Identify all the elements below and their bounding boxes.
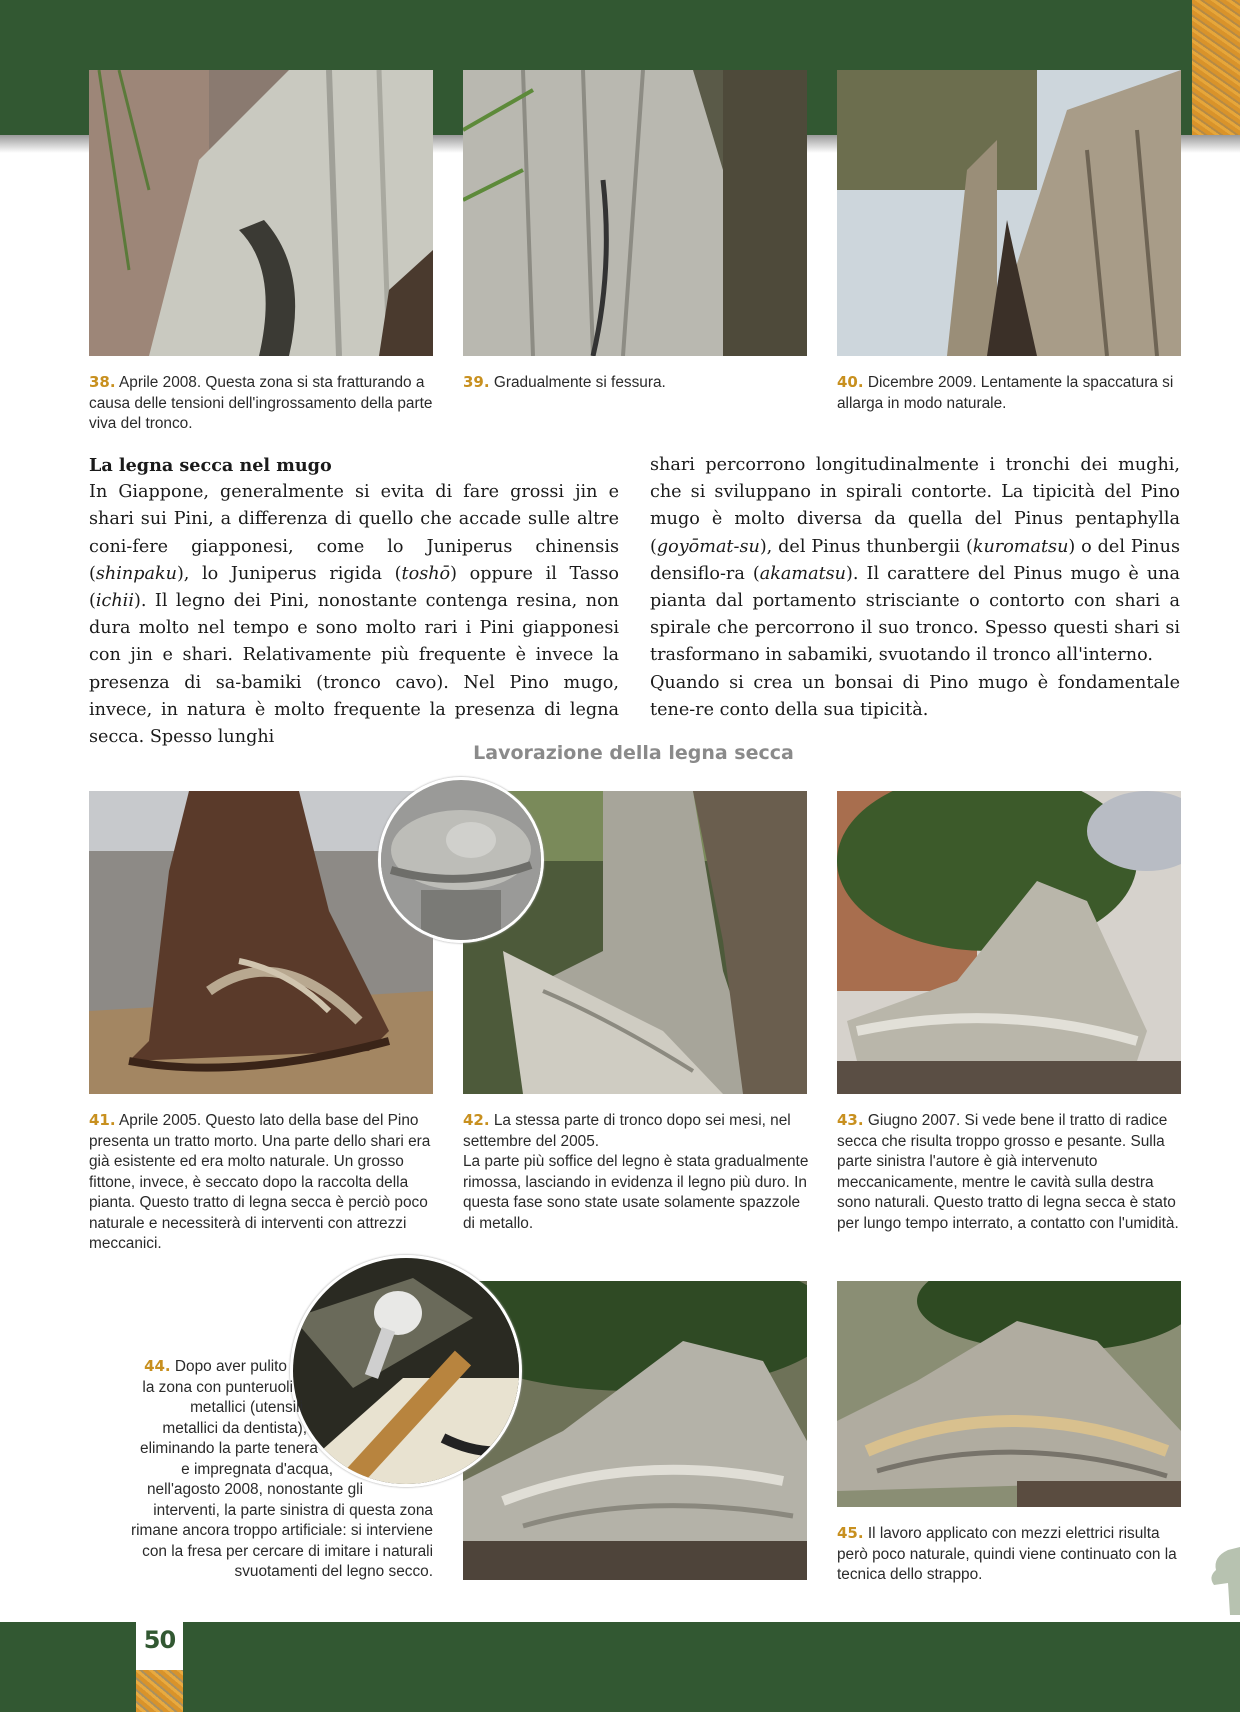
- caption-45: [837, 1523, 1187, 1586]
- photo-39: [463, 70, 807, 356]
- italic-term: ichii: [95, 591, 134, 612]
- caption-number: 38.: [89, 373, 116, 391]
- text-run: ), lo Juniperus rigida (: [176, 563, 402, 584]
- caption-number: 42.: [463, 1111, 490, 1129]
- photo-43: [837, 791, 1181, 1094]
- text-run: shari percorrono longitudinalmente i tronchi dei mughi, che si sviluppano in spirali contorte. La tipicità del Pino mugo è molto diversa da quella del Pinus pentaphylla (: [650, 455, 1180, 557]
- caption-line: metallici da dentista),: [162, 1419, 307, 1437]
- italic-term: akamatsu: [759, 563, 847, 584]
- italic-term: toshō: [401, 563, 451, 584]
- italic-term: shinpaku: [95, 563, 177, 584]
- caption-line: svuotamenti del legno secco.: [234, 1563, 433, 1580]
- caption-line: [89, 1356, 433, 1378]
- caption-44: [89, 1356, 433, 1583]
- caption-text: Dopo aver pulito: [170, 1358, 287, 1375]
- footer-band: [0, 1622, 1240, 1712]
- caption-number: 41.: [89, 1111, 116, 1129]
- caption-text: Il lavoro applicato con mezzi elettrici risulta però poco naturale, quindi viene continuato con la tecnica dello strappo.: [837, 1525, 1177, 1583]
- text-run: ). Il carattere del Pinus mugo è una pianta dal portamento strisciante o contorto con shari a spirale che percorrono il suo tronco. Spesso questi shari si trasformano in sabamiki, svuotando il tronco all'interno.: [650, 563, 1180, 666]
- caption-text: Gradualmente si fessura.: [489, 374, 666, 391]
- caption-number: 40.: [837, 373, 864, 391]
- text-run: ) o del Pinus densiflo-ra (: [650, 536, 1180, 584]
- caption-line: metallici (utensili: [190, 1399, 303, 1416]
- caption-number: 45.: [837, 1524, 864, 1542]
- photo-45: [837, 1281, 1181, 1507]
- caption-text: Aprile 2008. Questa zona si sta fratturando a causa delle tensioni dell'ingrossamento della parte viva del tronco.: [89, 374, 433, 432]
- italic-term: goyōmat-su: [656, 536, 760, 557]
- caption-text: Aprile 2005. Questo lato della base del Pino presenta un tratto morto. Una parte dello shari era già esistente ed era molto naturale. Un grosso fittone, invece, è seccato dopo la raccolta della pianta. Questo tratto di legna secca è perciò poco naturale e necessiterà di interventi con attrezzi meccanici.: [89, 1112, 431, 1252]
- inset-photo-detail: [378, 777, 544, 943]
- caption-41: [89, 1110, 439, 1255]
- article-column-2: [650, 452, 1180, 724]
- caption-line: con la fresa per cercare di imitare i naturali: [142, 1542, 433, 1560]
- article-paragraph-1-cont: [650, 452, 1180, 670]
- caption-number: 43.: [837, 1111, 864, 1129]
- caption-line: rimane ancora troppo artificiale: si interviene: [131, 1522, 433, 1539]
- caption-line: interventi, la parte sinistra di questa zona: [153, 1501, 433, 1519]
- text-run: In Giappone, generalmente si evita di fare grossi jin e shari sui Pini, a differenza di quello che accade sulle altre coni-fere giapponesi, come lo Juniperus chinensis (: [89, 482, 619, 584]
- caption-43: [837, 1110, 1187, 1234]
- caption-text: La stessa parte di tronco dopo sei mesi, nel settembre del 2005.: [463, 1112, 791, 1150]
- article-heading: La legna secca nel mugo: [89, 455, 332, 476]
- caption-text: Dicembre 2009. Lentamente la spaccatura si allarga in modo naturale.: [837, 374, 1174, 412]
- caption-number: 44.: [144, 1357, 171, 1375]
- section-title: Lavorazione della legna secca: [473, 742, 794, 764]
- article-column-1: [89, 452, 619, 751]
- text-run: ). Il legno dei Pini, nonostante contenga resina, non dura molto nel tempo e sono molto rari i Pini giapponesi con jin e shari. Relativamente più frequente è invece la presenza di sa-bamiki (tronco cavo). Nel Pino mugo, invece, in natura è molto frequente la presenza di legna secca. Spesso lunghi: [89, 591, 619, 748]
- photo-40: [837, 70, 1181, 356]
- footer-texture-strip: [136, 1670, 183, 1712]
- photo-38: [89, 70, 433, 356]
- tree-silhouette-icon: [1208, 1545, 1240, 1615]
- caption-number: 39.: [463, 373, 490, 391]
- caption-line: eliminando la parte tenera: [140, 1440, 318, 1457]
- text-run: ), del Pinus thunbergii (: [759, 536, 973, 557]
- header-texture-strip: [1192, 0, 1240, 135]
- article-paragraph-1: [89, 479, 619, 751]
- italic-term: kuromatsu: [972, 536, 1069, 557]
- caption-text: Giugno 2007. Si vede bene il tratto di radice secca che risulta troppo grosso e pesante. Sulla parte sinistra l'autore è già intervenuto meccanicamente, mentre le cavità sulla destra sono naturali. Questo tratto di legna secca è stato per lungo tempo interrato, a contatto con l'umidità.: [837, 1112, 1179, 1232]
- caption-38: [89, 372, 439, 435]
- caption-line: e impregnata d'acqua,: [181, 1460, 333, 1478]
- page-number: 50: [143, 1626, 176, 1654]
- caption-text-continued: La parte più soffice del legno è stata gradualmente rimossa, lasciando in evidenza il legno più duro. In questa fase sono state usate solamente spazzole di metallo.: [463, 1153, 809, 1232]
- caption-39: [463, 372, 813, 394]
- caption-line: la zona con punteruoli: [142, 1378, 293, 1396]
- caption-line: nell'agosto 2008, nonostante gli: [146, 1481, 363, 1498]
- text-run: ) oppure il Tasso (: [89, 563, 619, 612]
- article-paragraph-2: Quando si crea un bonsai di Pino mugo è fondamentale tene-re conto della sua tipicità.: [650, 672, 1180, 720]
- photo-44: [463, 1281, 807, 1580]
- caption-40: [837, 372, 1187, 414]
- caption-42: [463, 1110, 813, 1234]
